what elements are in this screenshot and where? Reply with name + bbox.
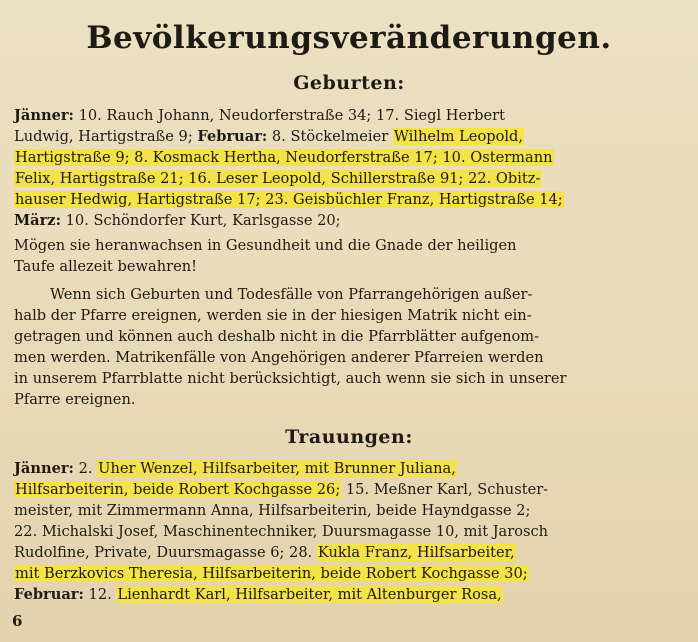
marriages-line: Jänner: 2. Uher Wenzel, Hilfsarbeiter, mit Brunner Juliana, [14, 460, 456, 477]
month-label: Februar: [197, 128, 268, 145]
births-line [14, 147, 662, 168]
marriages-line: Hilfsarbeiterin, beide Robert Kochgasse 26; 15. Meßner Karl, Schuster- [15, 481, 549, 498]
notice-line: halb der Pfarre ereignen, werden sie in der hiesigen Matrik nicht ein- [14, 307, 532, 324]
highlight: Hartigstraße 9; 8. Kosmack Hertha, Neudorferstraße 17; 10. Ostermann [15, 149, 553, 166]
marriages-line: meister, mit Zimmermann Anna, Hilfsarbeiterin, beide Hayndgasse 2; [14, 502, 531, 519]
highlight: Lienhardt Karl, Hilfsarbeiter, mit Altenburger Rosa, [117, 586, 502, 603]
notice-line: in unserem Pfarrblatte nicht berücksichtigt, auch wenn sie sich in unserer [14, 370, 567, 387]
blessing-line: Taufe allezeit bewahren! [14, 258, 197, 275]
highlight: mit Berzkovics Theresia, Hilfsarbeiterin, beide Robert Kochgasse 30; [15, 565, 528, 582]
highlight: Kukla Franz, Hilfsarbeiter, [317, 544, 515, 561]
highlight: Felix, Hartigstraße 21; 16. Leser Leopold, Schillerstraße 91; 22. Obitz- [15, 170, 541, 187]
notice-line: Pfarre ereignen. [14, 391, 136, 408]
notice-line: men werden. Matrikenfälle von Angehörigen anderer Pfarreien werden [14, 349, 544, 366]
notice-line: Wenn sich Geburten und Todesfälle von Pfarrangehörigen außer- [50, 286, 533, 303]
month-label: Jänner: [14, 460, 74, 477]
blessing-paragraph [14, 235, 662, 277]
highlight: Hilfsarbeiterin, beide Robert Kochgasse 26; [15, 481, 341, 498]
marriages-line: 22. Michalski Josef, Maschinentechniker, Duursmagasse 10, mit Jarosch [14, 523, 549, 540]
births-line: Ludwig, Hartigstraße 9; Februar: 8. Stöckelmeier Wilhelm Leopold, [14, 128, 524, 145]
notice-line: getragen und können auch deshalb nicht in die Pfarrblätter aufgenom- [14, 328, 540, 345]
marriages-heading: Trauungen: [285, 426, 413, 448]
page-title: Bevölkerungsveränderungen. [86, 20, 612, 56]
month-label: Februar: [14, 586, 84, 603]
month-label: März: [14, 212, 61, 229]
highlight: hauser Hedwig, Hartigstraße 17; 23. Geisbüchler Franz, Hartigstraße 14; [15, 191, 563, 208]
notice-paragraph [14, 284, 662, 410]
births-line [14, 168, 662, 189]
marriages-line [14, 563, 662, 584]
births-list [14, 105, 662, 231]
highlight: Wilhelm Leopold, [393, 128, 524, 145]
page-number: 6 [12, 612, 23, 630]
marriages-line: Rudolfine, Private, Duursmagasse 6; 28. Kukla Franz, Hilfsarbeiter, [14, 544, 515, 561]
marriages-list [14, 458, 662, 605]
births-line: März: 10. Schöndorfer Kurt, Karlsgasse 20; [14, 212, 341, 229]
births-line [14, 189, 662, 210]
marriages-line: Februar: 12. Lienhardt Karl, Hilfsarbeiter, mit Altenburger Rosa, [14, 586, 502, 603]
births-line: Jänner: 10. Rauch Johann, Neudorferstraße 34; 17. Siegl Herbert [14, 107, 505, 124]
month-label: Jänner: [14, 107, 74, 124]
births-heading: Geburten: [293, 72, 405, 94]
blessing-line: Mögen sie heranwachsen in Gesundheit und die Gnade der heiligen [14, 237, 517, 254]
highlight: Uher Wenzel, Hilfsarbeiter, mit Brunner Juliana, [98, 460, 456, 477]
